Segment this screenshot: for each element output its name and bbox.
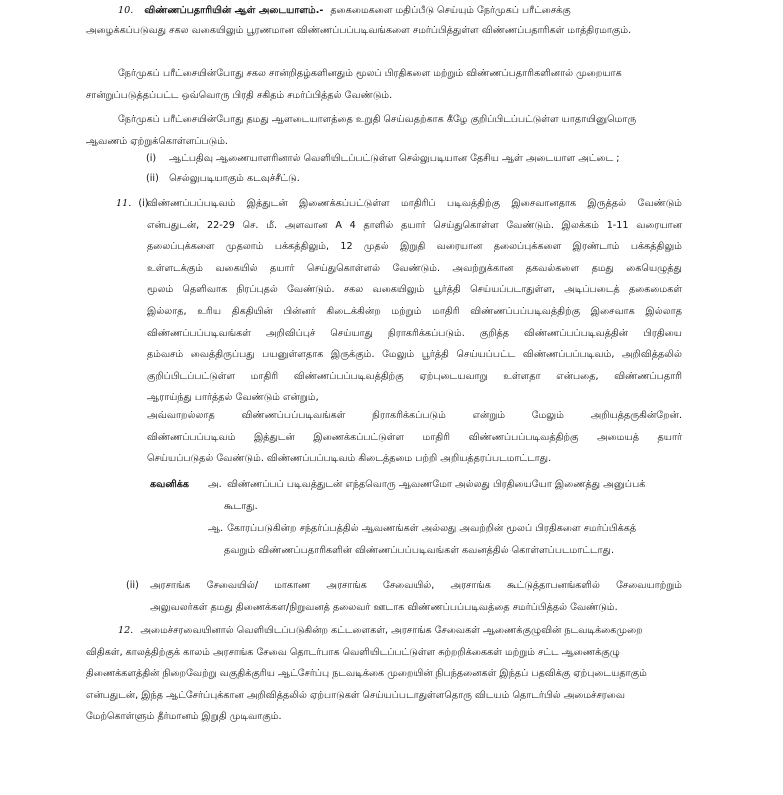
text-line: அழைக்கப்படுவது சகல வகையிலும் பூரணமான விண்ணப்பப்படிவங்களை சமர்ப்பித்துள்ள விண்ணப்பதாரிகள் மாத்திரமாகும். [86, 25, 632, 36]
section-number: 10. [118, 5, 134, 16]
text-line: குறிப்பிடப்பட்டுள்ள மாதிரி விண்ணப்பப்படிவத்திற்கு ஏற்புடையவாறு உள்ளதா என்பதை, விண்ணப்பதாரி [147, 370, 682, 382]
text-line: நேர்முகப் பரீட்சையின்போது தமது ஆளடையாளத்தை உறுதி செய்வதற்காக கீழே குறிப்பிடப்பட்டுள்ள யாதாயினுமொரு [118, 114, 637, 125]
text-line: உள்ளடக்கும் வகையில் தயார் செய்துகொள்ளல் வேண்டும். அவற்றுக்கான தகவல்களை தமது கையெழுத்து [147, 262, 682, 274]
text-line: என்பதுடன், 22-29 செ. மீ. அளவான A 4 தாளில் தயார் செய்துகொள்ள வேண்டும். இலக்கம் 1-11 வரையான [147, 219, 682, 231]
text-line: சான்றுப்படுத்தப்பட்ட ஒவ்வொரு பிரதி சகிதம் சமர்ப்பித்தல் வேண்டும். [86, 89, 393, 101]
section-11-ii-marker: (ii) [126, 580, 139, 591]
text-line: நேர்முகப் பரீட்சையின்போது சகல சான்றிதழ்களினதும் மூலப் பிரதிகளை மற்றும் விண்ணப்பதாரிகளினால் முறையாக [118, 68, 622, 79]
list-text: ஆட்பதிவு ஆணையாளரினால் வெளியிடப்பட்டுள்ள செல்லுபடியான தேசிய ஆள் அடையாள அட்டை ; [169, 153, 620, 164]
text-line: மேற்கொள்ளும் தீர்மானம் இறுதி முடிவாகும். [86, 711, 282, 723]
note-marker: அ. [208, 479, 222, 490]
text-line: தம்வசம் வைத்திருப்பது பயனுள்ளதாக இருக்கும். மேலும் பூர்த்தி செய்யப்பட்ட விண்ணப்பப்படிவம், அறிவித்தலில் [147, 349, 682, 361]
section-11-number: 11. (i) [116, 198, 149, 209]
text-line: மூலம் தெளிவாக நிரப்புதல் வேண்டும். சகல வகையிலும் பூர்த்தி செய்யப்படாதுள்ள, அடிப்படைத் தகைமைகள் [147, 284, 682, 296]
section-10-continued [86, 20, 680, 42]
text-line: திணைக்களத்தின் நிறைவேற்று வகுதிக்குரிய ஆட்சேர்ப்பு நடவடிக்கை முறையின் நிபந்தனைகள் இந்தப் பதவிக்கு ஏற்புடையதாகும் [86, 668, 647, 680]
note-text: தவறும் விண்ணப்பதாரிகளின் விண்ணப்பப்படிவங்கள் கவனத்தில் கொள்ளப்படமாட்டாது. [224, 544, 615, 556]
list-marker: (i) [146, 153, 157, 164]
text-line: விண்ணப்பப்படிவம் இத்துடன் இணைக்கப்பட்டுள்ள மாதிரி விண்ணப்பப்படிவத்திற்கு அமையத் தயார் [147, 431, 682, 443]
note-b [208, 518, 688, 561]
text-line: என்பதுடன், இந்த ஆட்சேர்ப்புக்கான அறிவித்தலில் ஏற்பாடுகள் செய்யப்படாதுள்ளதொரு விடயம் தொடர்பில் அமைச்சரவை [86, 689, 626, 701]
list-text: செல்லுபடியாகும் கடவுச்சீட்டு. [169, 172, 300, 184]
text-line: செய்யப்படுதல் வேண்டும். விண்ணப்பப்படிவம் கிடைத்தமை பற்றி அறியத்தரப்படமாட்டாது. [147, 453, 552, 465]
list-item [146, 168, 686, 190]
note-a [208, 474, 688, 517]
section-10 [118, 0, 678, 22]
text-line: தலைப்புக்களை முதலாம் பக்கத்திலும், 12 முதல் இறுதி வரையான தலைப்புக்களை இரண்டாம் பக்கத்திலும் [147, 241, 682, 253]
section-text: தகைமைகளை மதிப்பீடு செய்யும் நேர்முகப் பரீட்சைக்கு [330, 5, 571, 16]
text-line: அலுவலர்கள் தமது திணைக்கள/நிறுவனத் தலைவர் ஊடாக விண்ணப்பப்படிவத்தை சமர்ப்பித்தல் வேண்டும். [150, 601, 618, 613]
note-text: கூடாது. [224, 500, 258, 512]
section-text: அமைச்சரவையினால் வெளியிடப்படுகின்ற கட்டளைகள், அரசாங்க சேவைகள் ஆணைக்குழுவின் நடவடிக்கைமுறை [140, 625, 643, 636]
section-12 [86, 620, 682, 728]
note-text: கோரப்படுகின்ற சந்தர்ப்பத்தில் ஆவணங்கள் அல்லது அவற்றின் மூலப் பிரதிகளை சமர்ப்பிக்கத் [227, 523, 637, 534]
text-line: விதிகள், காலத்திற்குக் காலம் அரசாங்க சேவை தொடர்பாக வெளியிடப்பட்டுள்ள சுற்றறிக்கைகள் மற்றும் சட்ட ஆணைக்குழு [86, 646, 620, 658]
note-text: விண்ணப்பப் படிவத்துடன் எந்தவொரு ஆவணமோ அல்லது பிரதியையோ இணைத்து அனுப்பக் [227, 479, 646, 490]
text-line: இல்லாத, உரிய திகதியின் பின்னர் கிடைக்கின்ற மற்றும் மாதிரி விண்ணப்பப்படிவத்திற்கு இசைவாக இல்லாத [147, 305, 682, 317]
text-line: ஆராய்ந்து பார்த்தல் வேண்டும் என்றும், [147, 392, 319, 404]
paragraph-original-certificates [86, 63, 680, 106]
list-item [146, 148, 686, 170]
identity-list [146, 148, 686, 189]
text-line: அரசாங்க சேவையில்/ மாகாண அரசாங்க சேவையில், அரசாங்க கூட்டுத்தாபனங்களில் சேவையாற்றும் [150, 580, 682, 591]
note-marker: ஆ. [208, 523, 224, 534]
section-11-ii-body [150, 575, 682, 618]
text-line: ஆவணம் ஏற்றுக்கொள்ளப்படும். [86, 135, 228, 147]
text-line: அவ்வாறல்லாத விண்ணப்பப்படிவங்கள் நிராகரிக்கப்படும் என்றும் மேலும் அறியத்தருகின்றேன். [147, 410, 682, 421]
text-line: விண்ணப்பப்படிவம் இத்துடன் இணைக்கப்பட்டுள்ள மாதிரிப் படிவத்திற்கு இசைவானதாக இருத்தல் வேண்டும் [147, 198, 682, 209]
section-heading: விண்ணப்பதாரியின் ஆள் அடையாளம்.- [144, 5, 324, 16]
section-11-rejection-note [147, 405, 682, 470]
section-11-body [147, 193, 682, 409]
list-marker: (ii) [146, 172, 159, 184]
paragraph-identity-documents [86, 109, 680, 152]
section-number: 12. [118, 625, 134, 636]
note-label: கவனிக்க [150, 479, 190, 490]
text-line: விண்ணப்பப்படிவங்கள் அறிவிப்புச் செய்யாது நிராகரிக்கப்படும். குறித்த விண்ணப்பப்படிவத்தின் பிரதியை [147, 327, 682, 339]
